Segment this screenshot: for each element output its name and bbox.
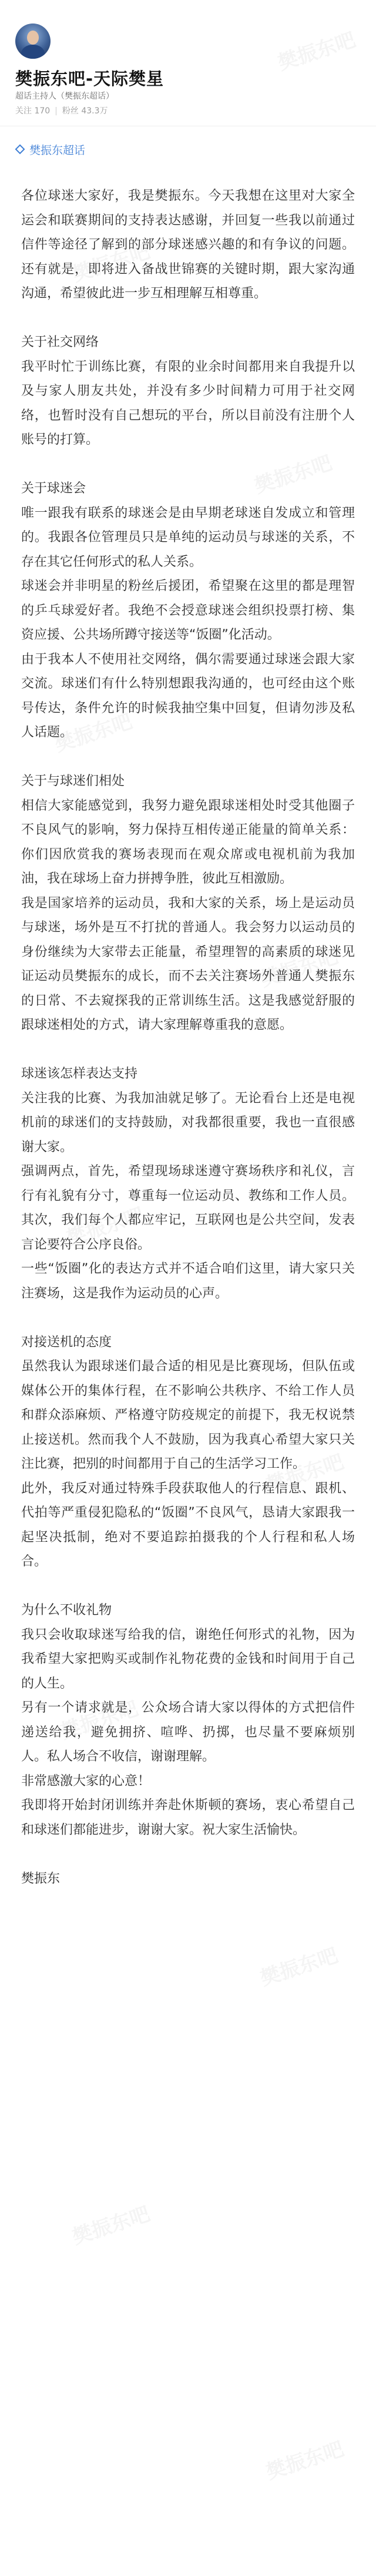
section-heading: 对接送机的态度: [21, 1334, 112, 1350]
post-paragraph: 相信大家能感觉到，我努力避免跟球迷相处时受其他圈子不良风气的影响，努力保持互相传递正能量的简单关系：你们因欣赏我的赛场表现而在观众席或电视机前为我加油，我在球场上奋力拼搏争胜，彼此互相激励。: [21, 798, 355, 886]
profile-subtitle: 超话主持人（樊振东超话）: [15, 92, 114, 101]
profile-stats: [15, 105, 108, 116]
section-heading: 球迷该怎样表达支持: [21, 1066, 138, 1081]
post-body: [21, 184, 355, 1891]
section-heading: 为什么不收礼物: [21, 1603, 112, 1618]
section-heading: 关于与球迷们相处: [21, 774, 125, 789]
post-paragraph: 各位球迷大家好，我是樊振东。今天我想在这里对大家全运会和联赛期间的支持表达感谢，并回复一些我以前通过信件等途径了解到的部分球迷感兴趣的和有争议的问题。还有就是，即将进入备战世锦赛的关键时期，跟大家沟通沟通，希望彼此进一步互相理解互相尊重。: [21, 189, 355, 301]
post-paragraph: 我平时忙于训练比赛，有限的业余时间都用来自我提升以及与家人朋友共处，并没有多少时间精力可用于社交网络，也暂时没有自己想玩的平台，所以目前没有注册个人账号的打算。: [21, 359, 355, 447]
fans-count[interactable]: 粉丝 43.3万: [62, 106, 108, 116]
section-heading: 关于球迷会: [21, 481, 86, 496]
avatar[interactable]: [15, 24, 51, 59]
stats-separator: |: [55, 106, 58, 116]
post-paragraph: 球迷会并非明星的粉丝后援团，希望聚在这里的都是理智的乒乓球爱好者。我绝不会授意球迷会组织投票打榜、集资应援、公共场所蹲守接送等“饭圈”化活动。: [21, 579, 355, 642]
post-paragraph: 非常感激大家的心意！: [21, 1773, 151, 1789]
watermark: [262, 2433, 347, 2485]
post-paragraph: 此外，我反对通过特殊手段获取他人的行程信息、跟机、代拍等严重侵犯隐私的“饭圈”不良风气，恳请大家跟我一起坚决抵制，绝对不要追踪拍摄我的个人行程和私人场合。: [21, 1481, 355, 1569]
post-paragraph: 由于我本人不使用社交网络，偶尔需要通过球迷会跟大家交流。球迷们有什么特别想跟我沟通的，也可经由这个账号传达，条件允许的时候我抽空集中回复，但请勿涉及私人话题。: [21, 652, 355, 740]
profile-header: [0, 0, 376, 116]
follow-count[interactable]: 关注 170: [15, 106, 51, 116]
post-paragraph: 我即将开始封闭训练并奔赴休斯顿的赛场，衷心希望自己和球迷们都能进步，谢谢大家。祝大家生活愉快。: [21, 1798, 355, 1837]
avatar-body: [21, 45, 45, 59]
profile-name[interactable]: 樊振东吧-天际樊星: [15, 69, 164, 89]
post-paragraph: 唯一跟我有联系的球迷会是由早期老球迷自发成立和管理的。我跟各位管理员只是单纯的运动员与球迷的关系，不存在其它任何形式的私人关系。: [21, 505, 355, 569]
super-topic-tag[interactable]: [15, 139, 376, 159]
watermark: [256, 1939, 341, 1991]
super-topic-label: 樊振东超话: [29, 143, 86, 157]
post-paragraph: 我只会收取球迷写给我的信，谢绝任何形式的礼物，因为我希望大家把购买或制作礼物花费的金钱和时间用于自己的人生。: [21, 1627, 355, 1691]
section-heading: 关于社交网络: [21, 335, 99, 350]
post-signature: 樊振东: [21, 1871, 61, 1886]
post-paragraph: 虽然我认为跟球迷们最合适的相见是比赛现场，但队伍或媒体公开的集体行程，在不影响公共秩序、不给工作人员和群众添麻烦、严格遵守防疫规定的前提下，我无权说禁止接送机。然而我个人不鼓励，因为我真心希望大家只关注比赛，把别的时间都用于自己的生活学习工作。: [21, 1359, 355, 1471]
avatar-face: [27, 31, 39, 45]
watermark: [68, 2198, 153, 2250]
post-paragraph: 强调两点，首先，希望现场球迷遵守赛场秩序和礼仪，言行有礼貌有分寸，尊重每一位运动员、教练和工作人员。其次，我们每个人都应牢记，互联网也是公共空间，发表言论要符合公序良俗。: [21, 1164, 355, 1252]
post-paragraph: 关注我的比赛、为我加油就足够了。无论看台上还是电视机前的球迷们的支持鼓励，对我都很重要，我也一直很感谢大家。: [21, 1091, 355, 1155]
post-paragraph: 另有一个请求就是，公众场合请大家以得体的方式把信件递送给我，避免拥挤、喧哗、扔掷，也尽量不要麻烦别人。私人场合不收信，谢谢理解。: [21, 1700, 355, 1764]
super-topic-icon: [15, 145, 25, 154]
post-paragraph: 我是国家培养的运动员，我和大家的关系，场上是运动员与球迷，场外是互不打扰的普通人。我会努力以运动员的身份继续为大家带去正能量，希望理智的高素质的球迷见证运动员樊振东的成长，而不去关注赛场外普通人樊振东的日常、不去窥探我的正常训练生活。这是我感觉舒服的跟球迷相处的方式，请大家理解尊重我的意愿。: [21, 895, 355, 1032]
post-paragraph: 一些“饭圈”化的表达方式并不适合咱们这里，请大家只关注赛场，这是我作为运动员的心声。: [21, 1262, 355, 1301]
